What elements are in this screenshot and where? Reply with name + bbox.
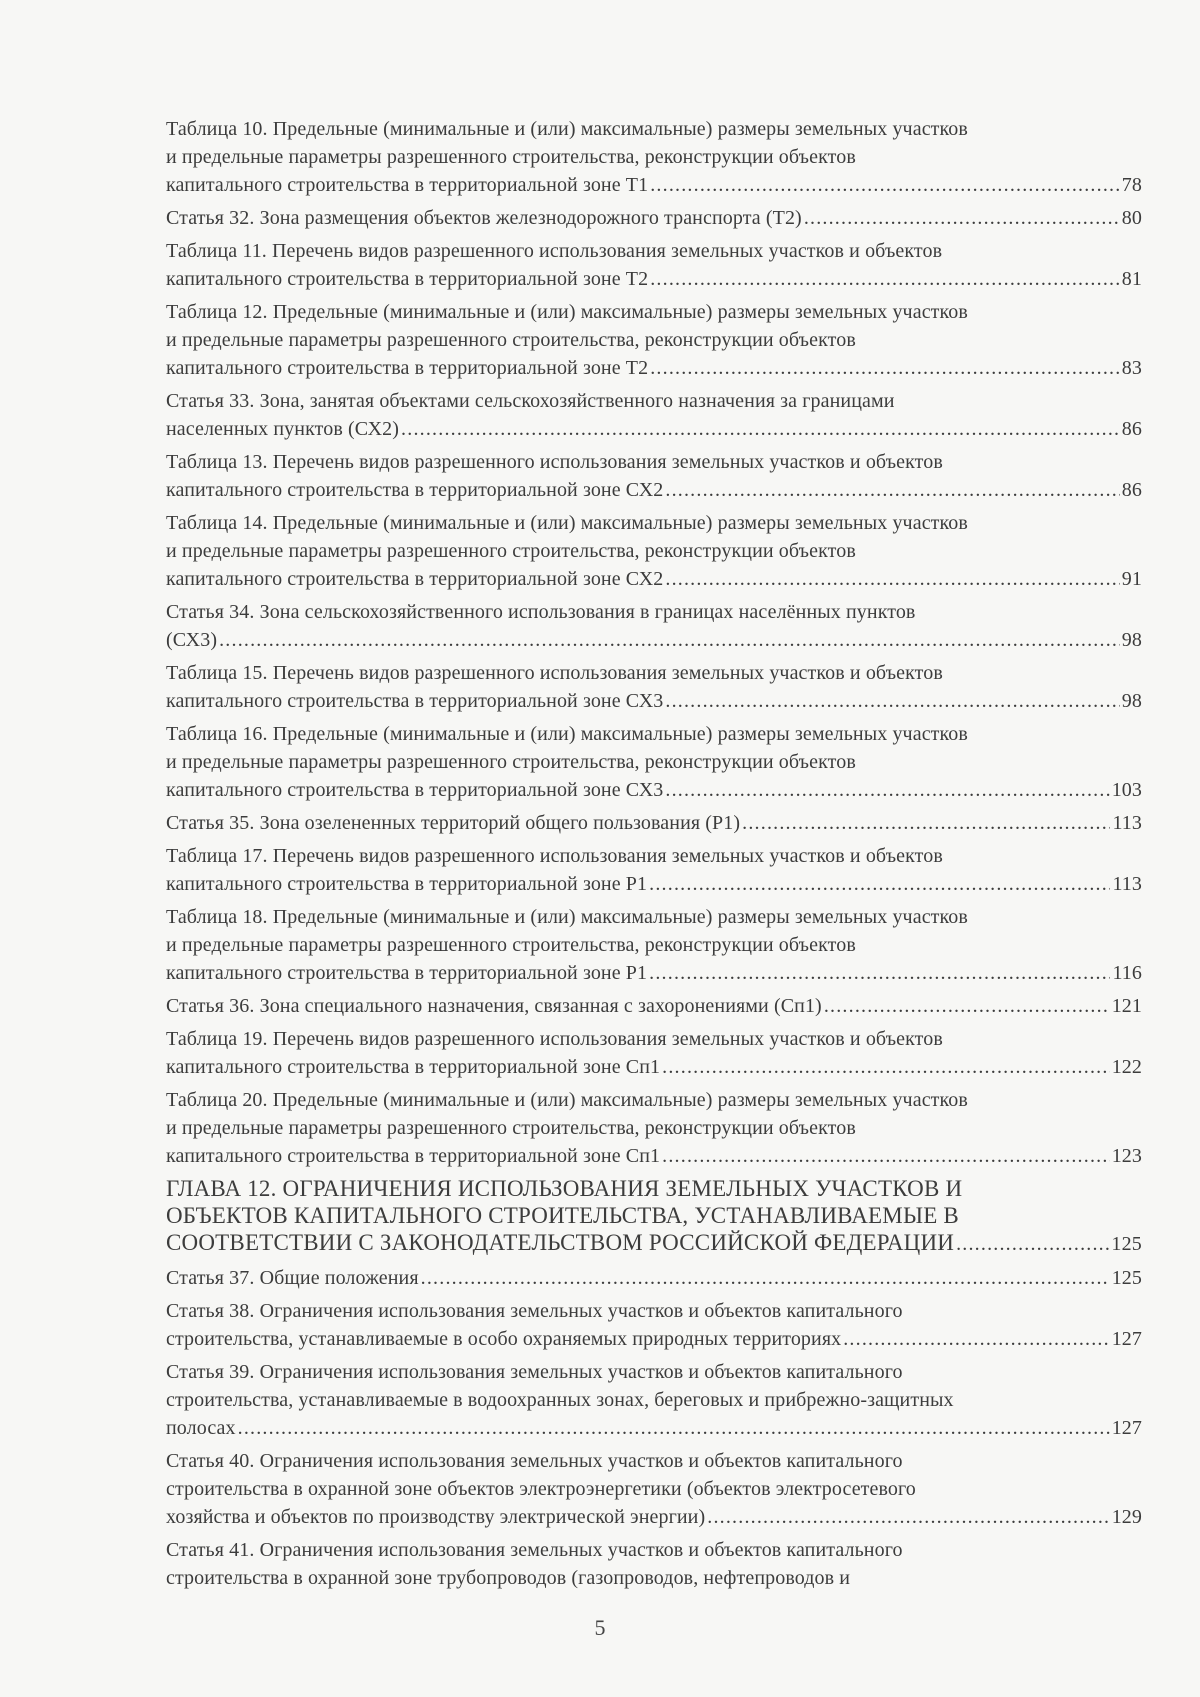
- toc-entry: [166, 1025, 1142, 1081]
- toc-entry-last-line: [166, 959, 1142, 987]
- toc-chapter-entry: [166, 1175, 1142, 1258]
- toc-entry-last-line: [166, 870, 1142, 898]
- toc-entry-text: строительства в охранной зоне трубопроводов (газопроводов, нефтепроводов и: [166, 1567, 851, 1589]
- toc-entry-text: и предельные параметры разрешенного строительства, реконструкции объектов: [166, 329, 856, 351]
- toc-entry-last-line: [166, 415, 1142, 443]
- toc-entry-last-line: [166, 565, 1142, 593]
- toc-page-number: 116: [1112, 962, 1142, 984]
- toc-entry-text: строительства, устанавливаемые в особо охраняемых природных территориях: [166, 1328, 842, 1350]
- toc-entry: [166, 1297, 1142, 1353]
- toc-entry-text: и предельные параметры разрешенного строительства, реконструкции объектов: [166, 1117, 856, 1139]
- toc-entry-last-line: [166, 626, 1142, 654]
- toc-entry-text: Таблица 10. Предельные (минимальные и (или) максимальные) размеры земельных участков: [166, 118, 968, 140]
- toc-entry-text: капитального строительства в территориальной зоне Сп1: [166, 1145, 661, 1167]
- toc-page-number: 103: [1111, 779, 1142, 801]
- dot-leader: [956, 1229, 1109, 1258]
- toc-entry-text: (СХ3): [166, 629, 218, 651]
- dot-leader: [665, 476, 1119, 504]
- toc-entry-text: капитального строительства в территориальной зоне Сп1: [166, 1056, 661, 1078]
- toc-entry-text: Таблица 15. Перечень видов разрешенного использования земельных участков и объектов: [166, 662, 943, 684]
- page-number: 5: [594, 1615, 606, 1640]
- toc-entry-text: капитального строительства в территориальной зоне Т2: [166, 268, 649, 290]
- dot-leader: [649, 959, 1110, 987]
- toc-entry-text: Статья 36. Зона специального назначения, связанная с захоронениями (Сп1): [166, 995, 822, 1017]
- toc-page-number: 113: [1112, 812, 1142, 834]
- dot-leader: [742, 809, 1110, 837]
- toc-entry-text: Таблица 11. Перечень видов разрешенного использования земельных участков и объектов: [166, 240, 943, 262]
- toc-page-number: 121: [1111, 995, 1142, 1017]
- toc-entry: [166, 809, 1142, 837]
- toc-entry: [166, 1358, 1142, 1442]
- toc-entry-text: Статья 38. Ограничения использования земельных участков и объектов капитального: [166, 1300, 903, 1322]
- toc-entry-text: и предельные параметры разрешенного строительства, реконструкции объектов: [166, 934, 856, 956]
- toc-entry-last-line: [166, 1264, 1142, 1292]
- toc-entry-text: полосах: [166, 1417, 236, 1439]
- toc-entry: [166, 204, 1142, 232]
- toc-entry: [166, 237, 1142, 293]
- toc-page-number: 127: [1111, 1328, 1142, 1350]
- toc-page-number: 98: [1121, 690, 1142, 712]
- dot-leader: [650, 354, 1120, 382]
- toc-page-number: 123: [1111, 1145, 1142, 1167]
- toc-entry-text: Статья 39. Ограничения использования земельных участков и объектов капитального: [166, 1361, 903, 1383]
- toc-entry-text: и предельные параметры разрешенного строительства, реконструкции объектов: [166, 751, 856, 773]
- toc-entry: [166, 298, 1142, 382]
- dot-leader: [650, 265, 1120, 293]
- toc-entry: [166, 448, 1142, 504]
- dot-leader: [650, 171, 1120, 199]
- toc-entry-text: Таблица 14. Предельные (минимальные и (или) максимальные) размеры земельных участков: [166, 512, 968, 534]
- toc-entry-text: ГЛАВА 12. ОГРАНИЧЕНИЯ ИСПОЛЬЗОВАНИЯ ЗЕМЕЛЬНЫХ УЧАСТКОВ И: [166, 1176, 963, 1201]
- toc-entry: [166, 1264, 1142, 1292]
- toc-entry-text: ОБЪЕКТОВ КАПИТАЛЬНОГО СТРОИТЕЛЬСТВА, УСТАНАВЛИВАЕМЫЕ В: [166, 1203, 959, 1228]
- toc-entry-text: капитального строительства в территориальной зоне СХ2: [166, 479, 664, 501]
- toc-entry-text: Таблица 19. Перечень видов разрешенного использования земельных участков и объектов: [166, 1028, 943, 1050]
- toc-page-number: 125: [1111, 1233, 1142, 1255]
- dot-leader: [665, 776, 1109, 804]
- toc-entry: [166, 115, 1142, 199]
- toc-entry: [166, 720, 1142, 804]
- toc-entry-last-line: [166, 476, 1142, 504]
- toc-page-number: 81: [1121, 268, 1142, 290]
- toc-entry: [166, 598, 1142, 654]
- toc-entry: [166, 1536, 1142, 1592]
- toc-entry: [166, 992, 1142, 1020]
- toc-entry-text: Таблица 16. Предельные (минимальные и (или) максимальные) размеры земельных участков: [166, 723, 968, 745]
- toc-entry-text: населенных пунктов (СХ2): [166, 418, 400, 440]
- dot-leader: [401, 415, 1120, 443]
- toc-page-number: 113: [1112, 873, 1142, 895]
- dot-leader: [662, 1142, 1110, 1170]
- dot-leader: [665, 687, 1119, 715]
- toc-entry: [166, 1447, 1142, 1531]
- toc-entry-text: капитального строительства в территориальной зоне Р1: [166, 873, 648, 895]
- dot-leader: [665, 565, 1119, 593]
- toc-entry-text: Таблица 17. Перечень видов разрешенного использования земельных участков и объектов: [166, 845, 943, 867]
- toc-entry-last-line: [166, 354, 1142, 382]
- dot-leader: [804, 204, 1120, 232]
- toc-entry: [166, 509, 1142, 593]
- toc-entry-text: Статья 37. Общие положения: [166, 1267, 419, 1289]
- toc-entry: [166, 842, 1142, 898]
- toc-entry-last-line: [166, 1325, 1142, 1353]
- toc-entry-last-line: [166, 1142, 1142, 1170]
- toc-page-number: 80: [1121, 207, 1142, 229]
- toc-entry-text: и предельные параметры разрешенного строительства, реконструкции объектов: [166, 146, 856, 168]
- toc-entry-text: Статья 40. Ограничения использования земельных участков и объектов капитального: [166, 1450, 903, 1472]
- toc-page-number: 83: [1121, 357, 1142, 379]
- toc-entry-text: строительства в охранной зоне объектов электроэнергетики (объектов электросетевого: [166, 1478, 916, 1500]
- toc-entry: [166, 903, 1142, 987]
- toc-page-number: 122: [1111, 1056, 1142, 1078]
- dot-leader: [707, 1503, 1109, 1531]
- dot-leader: [219, 626, 1120, 654]
- toc-entry-text: Таблица 18. Предельные (минимальные и (или) максимальные) размеры земельных участков: [166, 906, 968, 928]
- toc-page-number: 86: [1121, 479, 1142, 501]
- toc-page-number: 127: [1111, 1417, 1142, 1439]
- toc-entry-last-line: [166, 776, 1142, 804]
- toc-entry-last-line: [166, 687, 1142, 715]
- table-of-contents: [166, 115, 1142, 1597]
- toc-entry-text: строительства, устанавливаемые в водоохранных зонах, береговых и прибрежно-защитных: [166, 1389, 954, 1411]
- dot-leader: [843, 1325, 1109, 1353]
- toc-entry: [166, 387, 1142, 443]
- toc-entry-text: Таблица 13. Перечень видов разрешенного использования земельных участков и объектов: [166, 451, 943, 473]
- toc-entry-last-line: [166, 809, 1142, 837]
- dot-leader: [662, 1053, 1110, 1081]
- toc-entry-text: Таблица 12. Предельные (минимальные и (или) максимальные) размеры земельных участков: [166, 301, 968, 323]
- toc-entry: [166, 659, 1142, 715]
- toc-entry-text: Статья 41. Ограничения использования земельных участков и объектов капитального: [166, 1539, 903, 1561]
- toc-entry-text: капитального строительства в территориальной зоне СХ3: [166, 779, 664, 801]
- toc-entry-text: капитального строительства в территориальной зоне Т1: [166, 174, 649, 196]
- toc-entry-text: Статья 33. Зона, занятая объектами сельскохозяйственного назначения за границами: [166, 390, 895, 412]
- toc-entry-text: Статья 34. Зона сельскохозяйственного использования в границах населённых пунктов: [166, 601, 916, 623]
- toc-entry-text: хозяйства и объектов по производству электрической энергии): [166, 1506, 706, 1528]
- toc-entry-text: Таблица 20. Предельные (минимальные и (или) максимальные) размеры земельных участков: [166, 1089, 968, 1111]
- toc-page-number: 125: [1111, 1267, 1142, 1289]
- toc-entry-text: капитального строительства в территориальной зоне Р1: [166, 962, 648, 984]
- dot-leader: [238, 1414, 1110, 1442]
- dot-leader: [824, 992, 1110, 1020]
- dot-leader: [421, 1264, 1110, 1292]
- toc-entry-text: капитального строительства в территориальной зоне Т2: [166, 357, 649, 379]
- toc-entry-last-line: [166, 992, 1142, 1020]
- toc-entry-last-line: [166, 1053, 1142, 1081]
- toc-entry-text: капитального строительства в территориальной зоне СХ2: [166, 568, 664, 590]
- toc-page-number: 129: [1111, 1506, 1142, 1528]
- toc-entry-text: капитального строительства в территориальной зоне СХ3: [166, 690, 664, 712]
- toc-entry-last-line: [166, 171, 1142, 199]
- toc-page-number: 86: [1121, 418, 1142, 440]
- toc-entry: [166, 1086, 1142, 1170]
- toc-entry-last-line: [166, 1503, 1142, 1531]
- toc-entry-text: и предельные параметры разрешенного строительства, реконструкции объектов: [166, 540, 856, 562]
- toc-entry-last-line: [166, 265, 1142, 293]
- toc-page-number: 78: [1121, 174, 1142, 196]
- toc-entry-text: Статья 35. Зона озелененных территорий общего пользования (Р1): [166, 812, 741, 834]
- toc-page-number: 91: [1121, 568, 1142, 590]
- toc-entry-last-line: [166, 204, 1142, 232]
- dot-leader: [649, 870, 1110, 898]
- toc-page-number: 98: [1121, 629, 1142, 651]
- toc-entry-last-line: [166, 1229, 1142, 1258]
- toc-entry-text: Статья 32. Зона размещения объектов железнодорожного транспорта (Т2): [166, 207, 802, 229]
- toc-entry-text: СООТВЕТСТВИИ С ЗАКОНОДАТЕЛЬСТВОМ РОССИЙСКОЙ ФЕДЕРАЦИИ: [166, 1230, 955, 1255]
- toc-entry-last-line: [166, 1414, 1142, 1442]
